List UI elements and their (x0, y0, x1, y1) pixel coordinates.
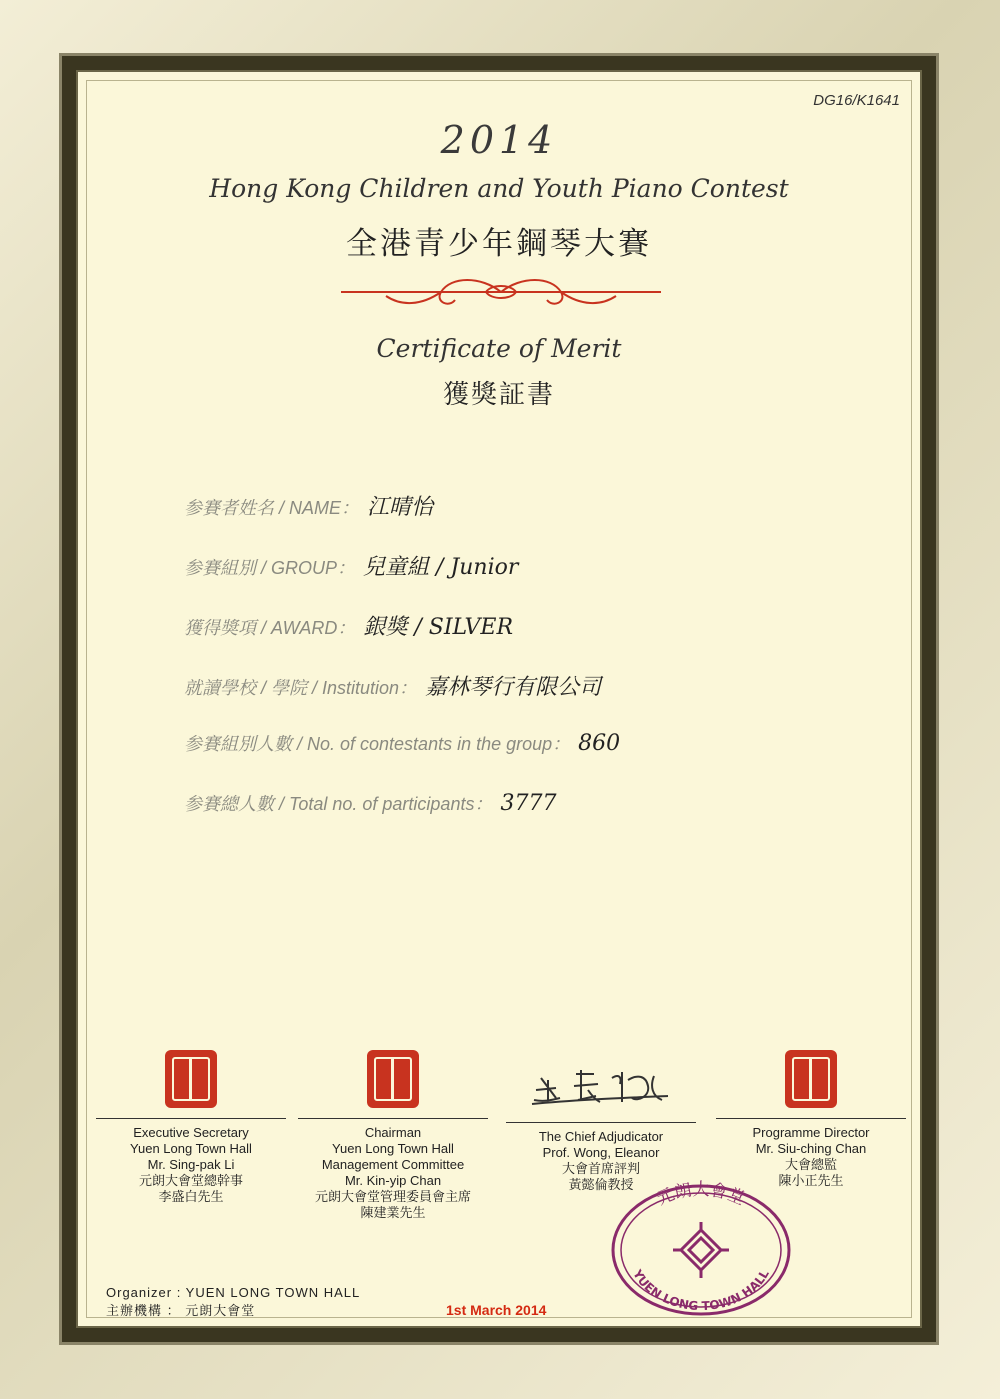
signature-line (298, 1118, 488, 1119)
organizer-en: Organizer : YUEN LONG TOWN HALL (106, 1285, 361, 1300)
seal-icon (785, 1050, 837, 1108)
signatory-title-zh: 元朗大會堂管理委員會主席 (314, 1189, 471, 1204)
signatory-name-zh: 陳建業先生 (360, 1205, 426, 1220)
field-institution (184, 670, 601, 701)
field-label: 参賽組別 / GROUP： (184, 558, 356, 578)
contest-year: 2014 (440, 118, 558, 162)
signatory-chief-adjudicator (506, 1050, 696, 1193)
field-label: 獲得獎項 / AWARD： (184, 618, 356, 638)
field-value: 兒童組 / Junior (363, 555, 519, 580)
field-label: 参賽組別人數 / No. of contestants in the group： (184, 734, 571, 754)
signature-line (96, 1118, 286, 1119)
field-label: 就讀學校 / 學院 / Institution： (184, 678, 418, 698)
signatory-chairman (298, 1050, 488, 1221)
contest-title-en: Hong Kong Children and Youth Piano Contest (209, 174, 789, 203)
field-value: 嘉林琴行有限公司 (425, 675, 602, 700)
field-group-contestants (184, 730, 620, 756)
certificate-title-en: Certificate of Merit (376, 334, 622, 363)
field-value: 3777 (500, 791, 557, 816)
signatory-title: The Chief Adjudicator (538, 1129, 664, 1144)
signatory-name: Mr. Kin-yip Chan (344, 1173, 442, 1188)
signatory-name-zh: 黃懿倫教授 (568, 1177, 634, 1192)
scroll-ornament-icon (336, 270, 666, 310)
issue-date: 1st March 2014 (446, 1302, 547, 1318)
reference-number: DG16/K1641 (813, 92, 900, 109)
field-value: 江晴怡 (367, 495, 434, 520)
field-label: 参賽者姓名 / NAME： (184, 498, 360, 518)
signatory-org: Yuen Long Town Hall (332, 1141, 454, 1156)
seal-icon (165, 1050, 217, 1108)
signatory-name-zh: 李盛白先生 (158, 1189, 224, 1204)
signatory-executive-secretary (96, 1050, 286, 1205)
organizer-info (106, 1284, 360, 1320)
yuen-long-town-hall-stamp-icon (606, 1180, 796, 1320)
field-name (184, 490, 433, 521)
svg-text:YUEN LONG TOWN HALL: YUEN LONG TOWN HALL (630, 1267, 772, 1314)
field-value: 860 (578, 731, 621, 756)
field-value: 銀獎 / SILVER (363, 615, 514, 640)
signatory-title-zh: 元朗大會堂總幹事 (138, 1173, 243, 1188)
signatory-programme-director (716, 1050, 906, 1189)
signatory-org-line2: Management Committee (321, 1157, 465, 1172)
organizer-zh: 主辦機構 ： 元朗大會堂 (106, 1303, 256, 1318)
signature-line (506, 1122, 696, 1123)
signatory-title: Programme Director (752, 1125, 870, 1140)
signatory-name-zh: 陳小正先生 (778, 1173, 844, 1188)
field-award (184, 610, 513, 641)
signatory-org: Yuen Long Town Hall (130, 1141, 252, 1156)
signature-line (716, 1118, 906, 1119)
signatory-title: Executive Secretary (133, 1125, 249, 1140)
signatory-name: Mr. Siu-ching Chan (755, 1141, 867, 1156)
contest-title-zh: 全港青少年鋼琴大賽 (346, 226, 652, 262)
signatory-name: Prof. Wong, Eleanor (542, 1145, 660, 1160)
signatory-title: Chairman (364, 1125, 422, 1140)
field-label: 参賽總人數 / Total no. of participants： (184, 794, 493, 814)
certificate-frame (62, 56, 936, 1342)
handwritten-signature-icon (526, 1050, 676, 1108)
svg-text:元朗大會堂: 元朗大會堂 (654, 1180, 748, 1210)
certificate-title-zh: 獲獎証書 (442, 380, 555, 410)
signatory-name: Mr. Sing-pak Li (147, 1157, 235, 1172)
field-total-participants (184, 790, 556, 816)
field-group (184, 550, 518, 581)
seal-icon (367, 1050, 419, 1108)
signatory-title-zh: 大會首席評判 (561, 1161, 640, 1176)
signatory-title-zh: 大會總監 (784, 1157, 837, 1172)
